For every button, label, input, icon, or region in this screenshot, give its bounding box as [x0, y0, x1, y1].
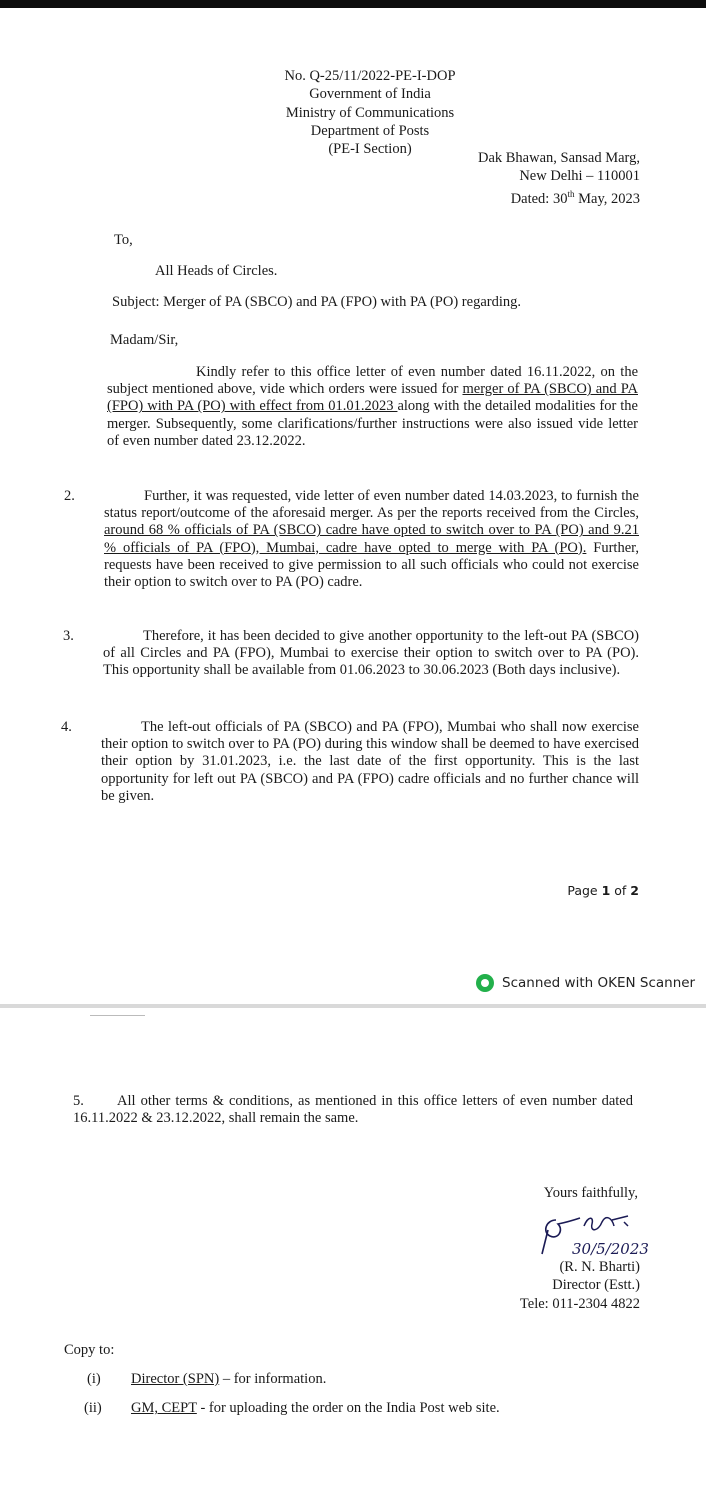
copy-item-1: Director (SPN) – for information. — [131, 1371, 327, 1387]
signatory-name: (R. N. Bharti) — [559, 1259, 640, 1275]
department-line: Department of Posts — [310, 123, 430, 139]
addressee: All Heads of Circles. — [155, 263, 278, 279]
copy-to-label: Copy to: — [64, 1342, 115, 1358]
government-line: Government of India — [309, 86, 431, 102]
svg-text:30/5/2023: 30/5/2023 — [572, 1240, 649, 1258]
paragraph-5: 5. All other terms & conditions, as mentioned in this office letters of even number dated 16.11.2022 & 23.12.2022, shall remain the same. — [73, 1093, 633, 1127]
copy-item-2: GM, CEPT - for uploading the order on the India Post web site. — [131, 1400, 500, 1416]
closing-yours: Yours faithfully, — [543, 1185, 638, 1201]
copy-item-2-number: (ii) — [84, 1400, 102, 1416]
copy-item-1-number: (i) — [87, 1371, 101, 1387]
top-border — [0, 0, 706, 8]
paragraph-4: 4. The left-out officials of PA (SBCO) and PA (FPO), Mumbai who shall now exercise their option to switch over to PA (PO) during this window shall be deemed to have exercised their option by 31.01.2023, i.e. the last date of the first opportunity. This is the last opportunity for left out PA (SBCO) and PA (FPO) cadre officials and no further chance will be given. — [61, 719, 639, 804]
scanner-watermark: Scanned with OKEN Scanner — [476, 974, 695, 992]
date-line: Dated: 30th May, 2023 — [510, 189, 640, 207]
ministry-line: Ministry of Communications — [285, 105, 455, 121]
section-line: (PE-I Section) — [328, 141, 412, 157]
salutation: Madam/Sir, — [110, 332, 179, 348]
paragraph-2: 2. Further, it was requested, vide letter of even number dated 14.03.2023, to furnish the status report/outcome of the aforesaid merger. As per the reports received from the Circles, around 68 % officials of PA (SBCO) cadre have opted to switch over to PA (PO) and 9.21 % officials of PA (FPO), Mumbai, cadre have opted to merge with PA (PO). Further, requests have been received to give permission to all such officials who could not exercise their option to switch over to PA (PO) cadre. — [64, 488, 640, 591]
address-line-1: Dak Bhawan, Sansad Marg, — [477, 150, 640, 166]
paragraph-1: Kindly refer to this office letter of even number dated 16.11.2022, on the subject mentioned above, vide which orders were issued for merger of PA (SBCO) and PA (FPO) with PA (PO) with effect from 01.01.2023 along with the detailed modalities for the merger. Subsequently, some clarifications/further instructions were also issued vide letter of even number dated 23.12.2022. — [107, 364, 638, 449]
address-line-2: New Delhi – 110001 — [519, 168, 640, 184]
page-number: Page 1 of 2 — [567, 883, 639, 898]
signatory-phone: Tele: 011-2304 4822 — [519, 1296, 640, 1312]
file-number: No. Q-25/11/2022-PE-I-DOP — [284, 68, 456, 84]
paragraph-3: 3. Therefore, it has been decided to give another opportunity to the left-out PA (SBCO) of all Circles and PA (FPO), Mumbai to exercise their option to switch over to PA (PO). This opportunity shall be available from 01.06.2023 to 30.06.2023 (Both days inclusive). — [63, 628, 639, 679]
oken-logo-icon — [476, 974, 494, 992]
signatory-designation: Director (Estt.) — [552, 1277, 640, 1293]
to-label: To, — [114, 232, 133, 248]
subject-line: Subject: Merger of PA (SBCO) and PA (FPO) with PA (PO) regarding. — [112, 294, 521, 310]
signature-icon — [528, 1210, 663, 1266]
scan-mark — [90, 1015, 145, 1016]
